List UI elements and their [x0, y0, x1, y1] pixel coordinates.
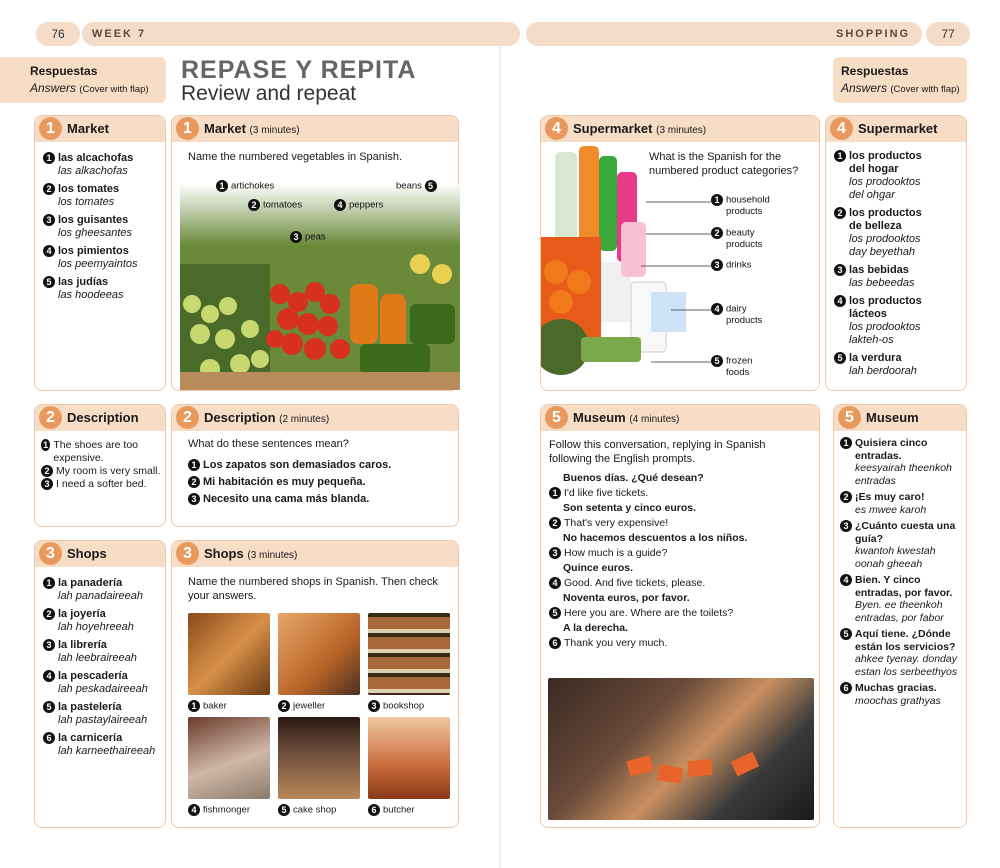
- pronunciation: las bebeedas: [849, 277, 915, 289]
- spanish-text: la carnicería: [58, 732, 123, 744]
- card-header: [172, 405, 458, 431]
- butcher-photo: [368, 717, 450, 799]
- description-sentences: [188, 459, 391, 510]
- card-header: [172, 116, 458, 142]
- label-number: 5: [711, 355, 723, 367]
- description-exercise-card: [171, 404, 459, 527]
- list-item: [43, 670, 155, 696]
- shop-caption-5: [278, 804, 336, 816]
- item-number: 3: [840, 520, 852, 532]
- time-text: (4 minutes): [629, 414, 680, 425]
- caption-text: butcher: [383, 804, 415, 816]
- item-number: 2: [41, 465, 53, 477]
- exercise-number: 2: [39, 406, 62, 429]
- pronunciation: kwantoh kwestah: [855, 545, 936, 557]
- list-item: [840, 491, 957, 516]
- card-title: [204, 121, 300, 136]
- card-title: [573, 121, 706, 136]
- left-header-bar: [82, 22, 520, 46]
- item-number: 2: [43, 608, 55, 620]
- list-item: [41, 465, 161, 478]
- exercise-number: 4: [830, 117, 853, 140]
- pronunciation: lah leebraireeah: [58, 652, 137, 664]
- item-number: 5: [43, 701, 55, 713]
- tickets-illustration: [548, 678, 814, 820]
- caption-text: fishmonger: [203, 804, 250, 816]
- item-number: 6: [43, 732, 55, 744]
- pronunciation: los tomates: [58, 196, 115, 208]
- caption-text: bookshop: [383, 700, 425, 712]
- section-label: SHOPPING: [836, 28, 911, 40]
- label-text: peppers: [349, 199, 384, 211]
- spanish-text: los guisantes: [58, 214, 129, 226]
- market-answers-list: [43, 152, 138, 307]
- item-number: 3: [43, 214, 55, 226]
- product-label-3: [711, 259, 751, 271]
- spanish-text: las bebidas: [849, 264, 909, 276]
- list-item: [43, 183, 138, 209]
- label-text: beans: [396, 180, 422, 192]
- reply-text: Good. And five tickets, please.: [564, 577, 706, 589]
- item-number: 3: [834, 264, 846, 276]
- shop-caption-6: [368, 804, 415, 816]
- pronunciation: estan los serbeethyos: [855, 665, 958, 678]
- card-title: Supermarket: [858, 121, 938, 136]
- label-number: 2: [248, 199, 260, 211]
- spanish-text: la verdura: [849, 352, 902, 364]
- reply-english: [549, 516, 809, 531]
- shop-caption-1: [188, 700, 227, 712]
- pronunciation: Byen. ee theenkoh: [855, 599, 943, 611]
- answers-tab-left: [0, 57, 166, 103]
- card-header: [35, 116, 165, 142]
- jeweller-photo: [278, 613, 360, 695]
- pronunciation: oonah gheeah: [855, 557, 923, 570]
- spanish-text: entradas, por favor.: [855, 586, 953, 599]
- item-text: The shoes are too expensive.: [53, 439, 139, 464]
- label-number: 1: [711, 194, 723, 206]
- pronunciation: los gheesantes: [58, 227, 132, 239]
- reply-english: [549, 576, 809, 591]
- item-text: I need a softer bed.: [56, 478, 147, 490]
- reply-english: [549, 546, 809, 561]
- veg-label-2: [248, 199, 302, 211]
- conversation: [549, 471, 809, 651]
- spanish-text: guía?: [855, 532, 883, 545]
- vegetable-market-photo: [180, 184, 460, 390]
- product-label-2: [711, 227, 762, 250]
- item-number: 6: [549, 637, 561, 649]
- title-text: Museum: [573, 410, 626, 425]
- list-item: [840, 628, 957, 678]
- caption-text: baker: [203, 700, 227, 712]
- item-number: 5: [549, 607, 561, 619]
- item-text: My room is very small.: [56, 465, 161, 477]
- label-text: peas: [305, 231, 326, 243]
- item-number: 2: [834, 207, 846, 219]
- card-header: [172, 541, 458, 567]
- pronunciation: los prodooktos: [849, 233, 921, 245]
- item-number: 1: [188, 459, 200, 471]
- list-item: [834, 150, 922, 202]
- caption-number: 6: [368, 804, 380, 816]
- exercise-number: 1: [176, 117, 199, 140]
- list-item: [43, 639, 155, 665]
- prompt-spanish: A la derecha.: [563, 622, 628, 634]
- reply-english: [549, 486, 809, 501]
- right-page-number-text: 77: [941, 27, 955, 41]
- answers-subtitle: [841, 81, 960, 95]
- vegetable-stall-illustration: [180, 184, 460, 390]
- title-text: Market: [204, 121, 246, 136]
- label-text-2: products: [726, 315, 763, 326]
- item-number: 3: [188, 493, 200, 505]
- instruction: Name the numbered vegetables in Spanish.: [188, 151, 403, 163]
- list-item: [43, 701, 155, 727]
- pronunciation: las hoodeeas: [58, 289, 124, 301]
- caption-number: 4: [188, 804, 200, 816]
- card-header: [541, 405, 819, 431]
- instruction: What is the Spanish for the numbered product categories?: [649, 151, 799, 177]
- item-number: 1: [41, 439, 50, 451]
- page-title: REPASE Y REPITA: [181, 56, 417, 84]
- pronunciation: es mwee karoh: [855, 503, 927, 516]
- answers-note: (Cover with flap): [79, 84, 149, 95]
- exercise-number: 3: [176, 542, 199, 565]
- item-number: 6: [840, 682, 852, 694]
- veg-label-3: [290, 231, 326, 243]
- label-number: 2: [711, 227, 723, 239]
- caption-number: 2: [278, 700, 290, 712]
- pronunciation: moochas grathyas: [855, 694, 941, 707]
- instruction: [549, 438, 815, 466]
- item-number: 2: [188, 476, 200, 488]
- item-number: 5: [840, 628, 852, 640]
- item-number: 4: [43, 670, 55, 682]
- label-number: 3: [711, 259, 723, 271]
- caption-text: cake shop: [293, 804, 337, 816]
- label-text: artichokes: [231, 180, 275, 192]
- list-item: [840, 437, 957, 487]
- spanish-text: los productos: [849, 207, 922, 219]
- item-number: 3: [43, 639, 55, 651]
- spanish-text: ¿Cuánto cuesta una: [855, 520, 956, 532]
- exercise-number: 2: [176, 406, 199, 429]
- caption-number: 3: [368, 700, 380, 712]
- veg-label-4: [334, 199, 383, 211]
- instruction: Name the numbered shops in Spanish. Then check your answers.: [188, 576, 438, 602]
- product-label-1: [711, 194, 770, 217]
- answers-note: (Cover with flap): [890, 84, 960, 95]
- market-exercise-card: [171, 115, 459, 391]
- spanish-text-2: lácteos: [849, 308, 887, 320]
- card-header: [541, 116, 819, 142]
- supermarket-answers-card: [825, 115, 967, 391]
- card-header: [834, 405, 966, 431]
- time-text: (3 minutes): [656, 125, 707, 136]
- spanish-text: Aquí tiene. ¿Dónde: [855, 628, 951, 640]
- spanish-text: la librería: [58, 639, 107, 651]
- fishmonger-photo: [188, 717, 270, 799]
- pronunciation-2: del ohgar: [849, 189, 895, 201]
- prompt-spanish: No hacemos descuentos a los niños.: [563, 532, 748, 544]
- reply-english: [549, 606, 809, 621]
- pronunciation: entradas, por fabor: [855, 611, 944, 624]
- label-number: 4: [334, 199, 346, 211]
- list-item: [840, 574, 957, 624]
- spanish-text: la pastelería: [58, 701, 122, 713]
- prompt-spanish: Buenos días. ¿Qué desean?: [563, 472, 704, 484]
- pronunciation: lah panadaireeah: [58, 590, 144, 602]
- item-number: 2: [549, 517, 561, 529]
- pronunciation: lah peskadaireeah: [58, 683, 148, 695]
- prompt-spanish: Noventa euros, por favor.: [563, 592, 690, 604]
- spanish-text: los tomates: [58, 183, 120, 195]
- item-number: 4: [43, 245, 55, 257]
- list-item: [840, 520, 957, 570]
- page-subtitle: Review and repeat: [181, 82, 357, 105]
- answers-title: Respuestas: [30, 64, 98, 78]
- shops-answers-card: [34, 540, 166, 828]
- market-answers-card: [34, 115, 166, 391]
- item-number: 1: [840, 437, 852, 449]
- list-item: [41, 478, 161, 491]
- veg-label-1: [216, 180, 274, 192]
- sentence-text: Mi habitación es muy pequeña.: [203, 476, 366, 489]
- reply-text: How much is a guide?: [564, 547, 668, 559]
- supermarket-answers-list: [834, 150, 922, 383]
- spanish-text: las judías: [58, 276, 109, 288]
- caption-text: jeweller: [293, 700, 326, 712]
- spanish-text-2: del hogar: [849, 163, 899, 175]
- sentence-text: Necesito una cama más blanda.: [203, 493, 370, 506]
- item-number: 2: [840, 491, 852, 503]
- answers-title: Respuestas: [841, 64, 909, 78]
- spanish-text: la joyería: [58, 608, 106, 620]
- left-page-number: [36, 22, 80, 46]
- item-number: 4: [840, 574, 852, 586]
- exercise-number: 5: [838, 406, 861, 429]
- list-item: [43, 245, 138, 271]
- description-answers-card: [34, 404, 166, 527]
- card-title: Shops: [67, 546, 107, 561]
- label-text: dairy: [726, 303, 747, 315]
- card-header: [35, 541, 165, 567]
- card-title: Description: [67, 410, 139, 425]
- answers-label: Answers: [841, 81, 888, 95]
- product-label-5: [711, 355, 752, 378]
- card-title: Market: [67, 121, 109, 136]
- item-number: 4: [549, 577, 561, 589]
- shops-answers-list: [43, 577, 155, 763]
- prompt-spanish: Son setenta y cinco euros.: [563, 502, 697, 514]
- sentence-text: Los zapatos son demasiados caros.: [203, 459, 392, 471]
- pronunciation: lah pastaylaireeah: [58, 714, 148, 726]
- list-item: [41, 439, 161, 465]
- museum-answers-list: [840, 437, 957, 711]
- reply-text: I'd like five tickets.: [564, 487, 649, 499]
- label-text-2: products: [726, 206, 763, 217]
- answers-tab-right: [833, 57, 967, 103]
- answers-subtitle: [30, 81, 149, 95]
- list-item: [834, 207, 922, 259]
- label-text: tomatoes: [263, 199, 303, 211]
- sentence: [188, 476, 391, 488]
- pronunciation-2: lakteh-os: [849, 334, 894, 346]
- baker-photo: [188, 613, 270, 695]
- spanish-text: Quisiera cinco: [855, 437, 928, 449]
- caption-number: 1: [188, 700, 200, 712]
- cake-shop-photo: [278, 717, 360, 799]
- time-text: (3 minutes): [247, 550, 298, 561]
- week-label: WEEK 7: [92, 28, 147, 40]
- exercise-number: 4: [545, 117, 568, 140]
- title-text: Supermarket: [573, 121, 653, 136]
- item-number: 1: [43, 152, 55, 164]
- pronunciation: keesyairah theenkoh: [855, 462, 952, 474]
- pronunciation: lah hoyehreeah: [58, 621, 134, 633]
- list-item: [43, 577, 155, 603]
- list-item: [43, 152, 138, 178]
- veg-label-5: [396, 180, 440, 192]
- pronunciation: lah karneethaireeah: [58, 745, 156, 757]
- spanish-text: están los servicios?: [855, 640, 956, 653]
- instruction-line-1: Follow this conversation, replying in Spanish: [549, 439, 766, 451]
- item-number: 5: [43, 276, 55, 288]
- pronunciation-2: day beyethah: [849, 246, 916, 258]
- card-title: [204, 410, 329, 425]
- answers-label: Answers: [30, 81, 77, 95]
- spanish-text: Muchas gracias.: [855, 682, 937, 694]
- supermarket-exercise-card: [540, 115, 820, 391]
- sentence: [188, 459, 391, 471]
- time-text: (3 minutes): [249, 125, 300, 136]
- label-number: 1: [216, 180, 228, 192]
- spanish-text: ¡Es muy caro!: [855, 491, 925, 503]
- description-answers-list: [41, 439, 161, 491]
- item-number: 1: [834, 150, 846, 162]
- exercise-number: 5: [545, 406, 568, 429]
- item-number: 3: [41, 478, 53, 490]
- item-number: 1: [43, 577, 55, 589]
- museum-exercise-card: [540, 404, 820, 828]
- bookshop-photo: [368, 613, 450, 695]
- spanish-text-2: de belleza: [849, 220, 902, 232]
- item-number: 2: [43, 183, 55, 195]
- reply-text: Thank you very much.: [564, 637, 668, 649]
- reply-text: Here you are. Where are the toilets?: [564, 607, 734, 619]
- item-number: 4: [834, 295, 846, 307]
- pronunciation: lah berdoorah: [849, 365, 917, 377]
- item-number: 1: [549, 487, 561, 499]
- spanish-text: los productos: [849, 295, 922, 307]
- pronunciation: los prodooktos: [849, 176, 921, 188]
- shop-caption-2: [278, 700, 325, 712]
- card-header: [826, 116, 966, 142]
- pronunciation: entradas: [855, 474, 896, 487]
- gutter: [499, 46, 501, 868]
- spanish-text: la panadería: [58, 577, 123, 589]
- label-number: 3: [290, 231, 302, 243]
- list-item: [840, 682, 957, 707]
- card-title: Museum: [866, 410, 919, 425]
- list-item: [834, 295, 922, 347]
- prompt-spanish: Quince euros.: [563, 562, 634, 574]
- sentence: [188, 493, 391, 505]
- list-item: [43, 214, 138, 240]
- pronunciation: ahkee tyenay. donday: [855, 653, 957, 665]
- list-item: [834, 264, 922, 290]
- label-number: 4: [711, 303, 723, 315]
- museum-answers-card: [833, 404, 967, 828]
- exercise-number: 1: [39, 117, 62, 140]
- card-title: [573, 410, 679, 425]
- reply-text: That's very expensive!: [564, 517, 669, 529]
- label-number: 5: [425, 180, 437, 192]
- item-number: 5: [834, 352, 846, 364]
- list-item: [43, 732, 155, 758]
- list-item: [43, 608, 155, 634]
- list-item: [43, 276, 138, 302]
- title-text: Description: [204, 410, 276, 425]
- label-text: household: [726, 194, 770, 206]
- label-text-2: products: [726, 239, 763, 250]
- left-page-number-text: 76: [51, 27, 65, 41]
- label-text: drinks: [726, 259, 752, 271]
- shop-caption-3: [368, 700, 424, 712]
- product-label-4: [711, 303, 762, 326]
- title-text: Shops: [204, 546, 244, 561]
- spanish-text: la pescadería: [58, 670, 128, 682]
- card-title: [204, 546, 297, 561]
- supermarket-products-illustration: [541, 142, 711, 390]
- pronunciation: los prodooktos: [849, 321, 921, 333]
- pronunciation: las alkachofas: [58, 165, 128, 177]
- spanish-text: entradas.: [855, 449, 902, 462]
- spanish-text: Bien. Y cinco: [855, 574, 921, 586]
- museum-tickets-photo: [548, 678, 814, 820]
- spanish-text: los pimientos: [58, 245, 129, 257]
- spanish-text: los productos: [849, 150, 922, 162]
- label-text: frozen: [726, 355, 753, 367]
- time-text: (2 minutes): [279, 414, 330, 425]
- label-text: beauty: [726, 227, 755, 239]
- list-item: [834, 352, 922, 378]
- shop-caption-4: [188, 804, 250, 816]
- card-header: [35, 405, 165, 431]
- instruction: What do these sentences mean?: [188, 438, 349, 450]
- caption-number: 5: [278, 804, 290, 816]
- reply-english: [549, 636, 809, 651]
- exercise-number: 3: [39, 542, 62, 565]
- right-page-number: [926, 22, 970, 46]
- spanish-text: las alcachofas: [58, 152, 134, 164]
- shops-exercise-card: [171, 540, 459, 828]
- instruction-line-2: following the English prompts.: [549, 453, 696, 465]
- item-number: 3: [549, 547, 561, 559]
- label-text-2: foods: [726, 367, 750, 378]
- pronunciation: los peemyaintos: [58, 258, 138, 270]
